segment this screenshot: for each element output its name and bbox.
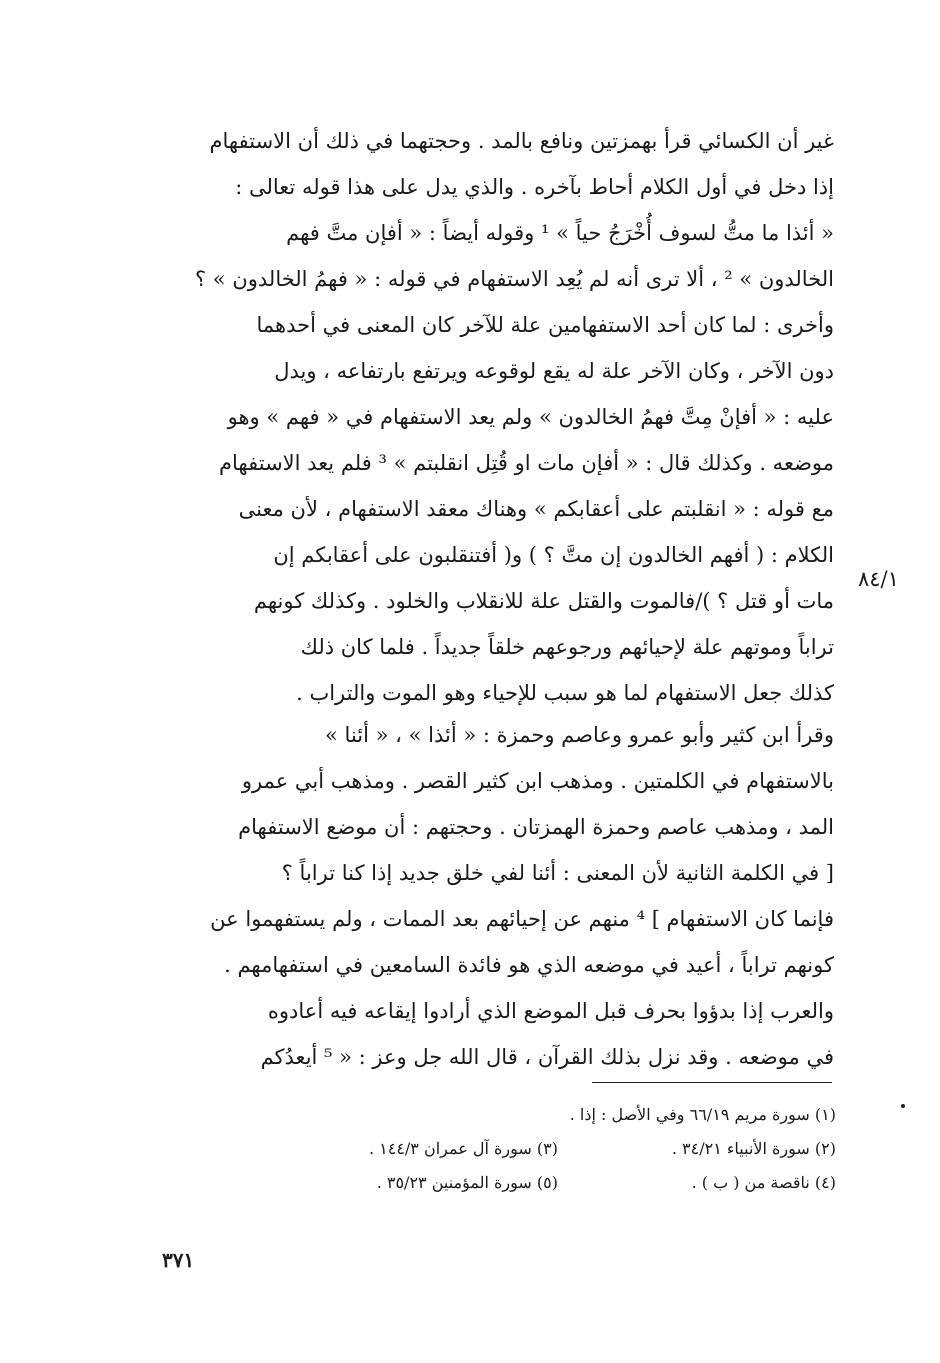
text-line: موضعه . وكذلك قال : « أفإن مات او قُتِل انقلبتم » ³ فلم يعد الاستفهام [219,451,834,475]
footnotes [300,1098,836,1200]
footnote-1: (١) سورة مريم ٦٦/١٩ وفي الأصل : إذا . [569,1105,836,1124]
footnote-divider [592,1082,832,1083]
text-line: عليه : « أفإنْ مِتَّ فهمُ الخالدون » ولم يعد الاستفهام في « فهم » وهو [227,405,834,429]
footnote-4: (٤) ناقصة من ( ب ) . [691,1173,836,1192]
text-line: فإنما كان الاستفهام ] ⁴ منهم عن إحيائهم بعد الممات ، ولم يستفهموا عن [210,907,834,931]
text-line: الخالدون » ² ، ألا ترى أنه لم يُعِد الاستفهام في قوله : « فهمُ الخالدون » ؟ [194,267,834,291]
footnote-row [300,1098,836,1132]
text-line: الكلام : ( أفهم الخالدون إن متَّ ؟ ) و( أفتنقلبون على أعقابكم إن [273,543,834,567]
margin-dot [901,1104,905,1108]
footnote-2: (٢) سورة الأنبياء ٣٤/٢١ . [671,1139,836,1158]
text-line: تراباً وموتهم علة لإحيائهم ورجوعهم خلقاً جديداً . فلما كان ذلك [300,635,834,659]
text-line: إذا دخل في أول الكلام أحاط بآخره . والذي يدل على هذا قوله تعالى : [235,175,834,199]
paragraph-1 [162,118,834,716]
text-line: كذلك جعل الاستفهام لما هو سبب للإحياء وهو الموت والتراب . [296,681,834,705]
text-line: بالاستفهام في الكلمتين . ومذهب ابن كثير القصر . ومذهب أبي عمرو [241,769,834,793]
margin-reference: ٨٤/١ [858,567,899,591]
text-line: كونهم تراباً ، أعيد في موضعه الذي هو فائدة السامعين في استفهامهم . [224,953,834,977]
footnote-5: (٥) سورة المؤمنين ٣٥/٢٣ . [376,1173,558,1192]
text-line: دون الآخر ، وكان الآخر علة له يقع لوقوعه ويرتفع بارتفاعه ، ويدل [274,359,834,383]
footnote-3: (٣) سورة آل عمران ١٤٤/٣ . [368,1139,558,1158]
text-line: مات أو قتل ؟ )/فالموت والقتل علة للانقلاب والخلود . وكذلك كونهم [253,589,834,613]
text-line: وقرأ ابن كثير وأبو عمرو وعاصم وحمزة : « أئذا » ، « أئنا » [325,723,834,747]
paragraph-2 [162,712,834,1080]
text-line: غير أن الكسائي قرأ بهمزتين ونافع بالمد . وحجتهما في ذلك أن الاستفهام [209,129,834,153]
text-line: في موضعه . وقد نزل بذلك القرآن ، قال الله جل وعز : « ⁵ أيعدُكم [260,1045,834,1069]
text-line: المد ، ومذهب عاصم وحمزة الهمزتان . وحجتهم : أن موضع الاستفهام [238,815,834,839]
footnote-row [300,1132,836,1166]
text-line: [ في الكلمة الثانية لأن المعنى : أئنا لفي خلق جديد إذا كنا تراباً ؟ [281,861,834,885]
page-number: ٣٧١ [162,1248,195,1272]
text-line: والعرب إذا بدؤوا بحرف قبل الموضع الذي أرادوا إيقاعه فيه أعادوه [267,999,834,1023]
text-line: وأخرى : لما كان أحد الاستفهامين علة للآخر كان المعنى في أحدهما [256,313,834,337]
text-line: « أئذا ما متُّ لسوف أُخْرَجُ حياً » ¹ وقوله أيضاً : « أفإن متَّ فهم [286,221,834,245]
text-line: مع قوله : « انقلبتم على أعقابكم » وهناك معقد الاستفهام ، لأن معنى [238,497,834,521]
footnote-row [300,1166,836,1200]
